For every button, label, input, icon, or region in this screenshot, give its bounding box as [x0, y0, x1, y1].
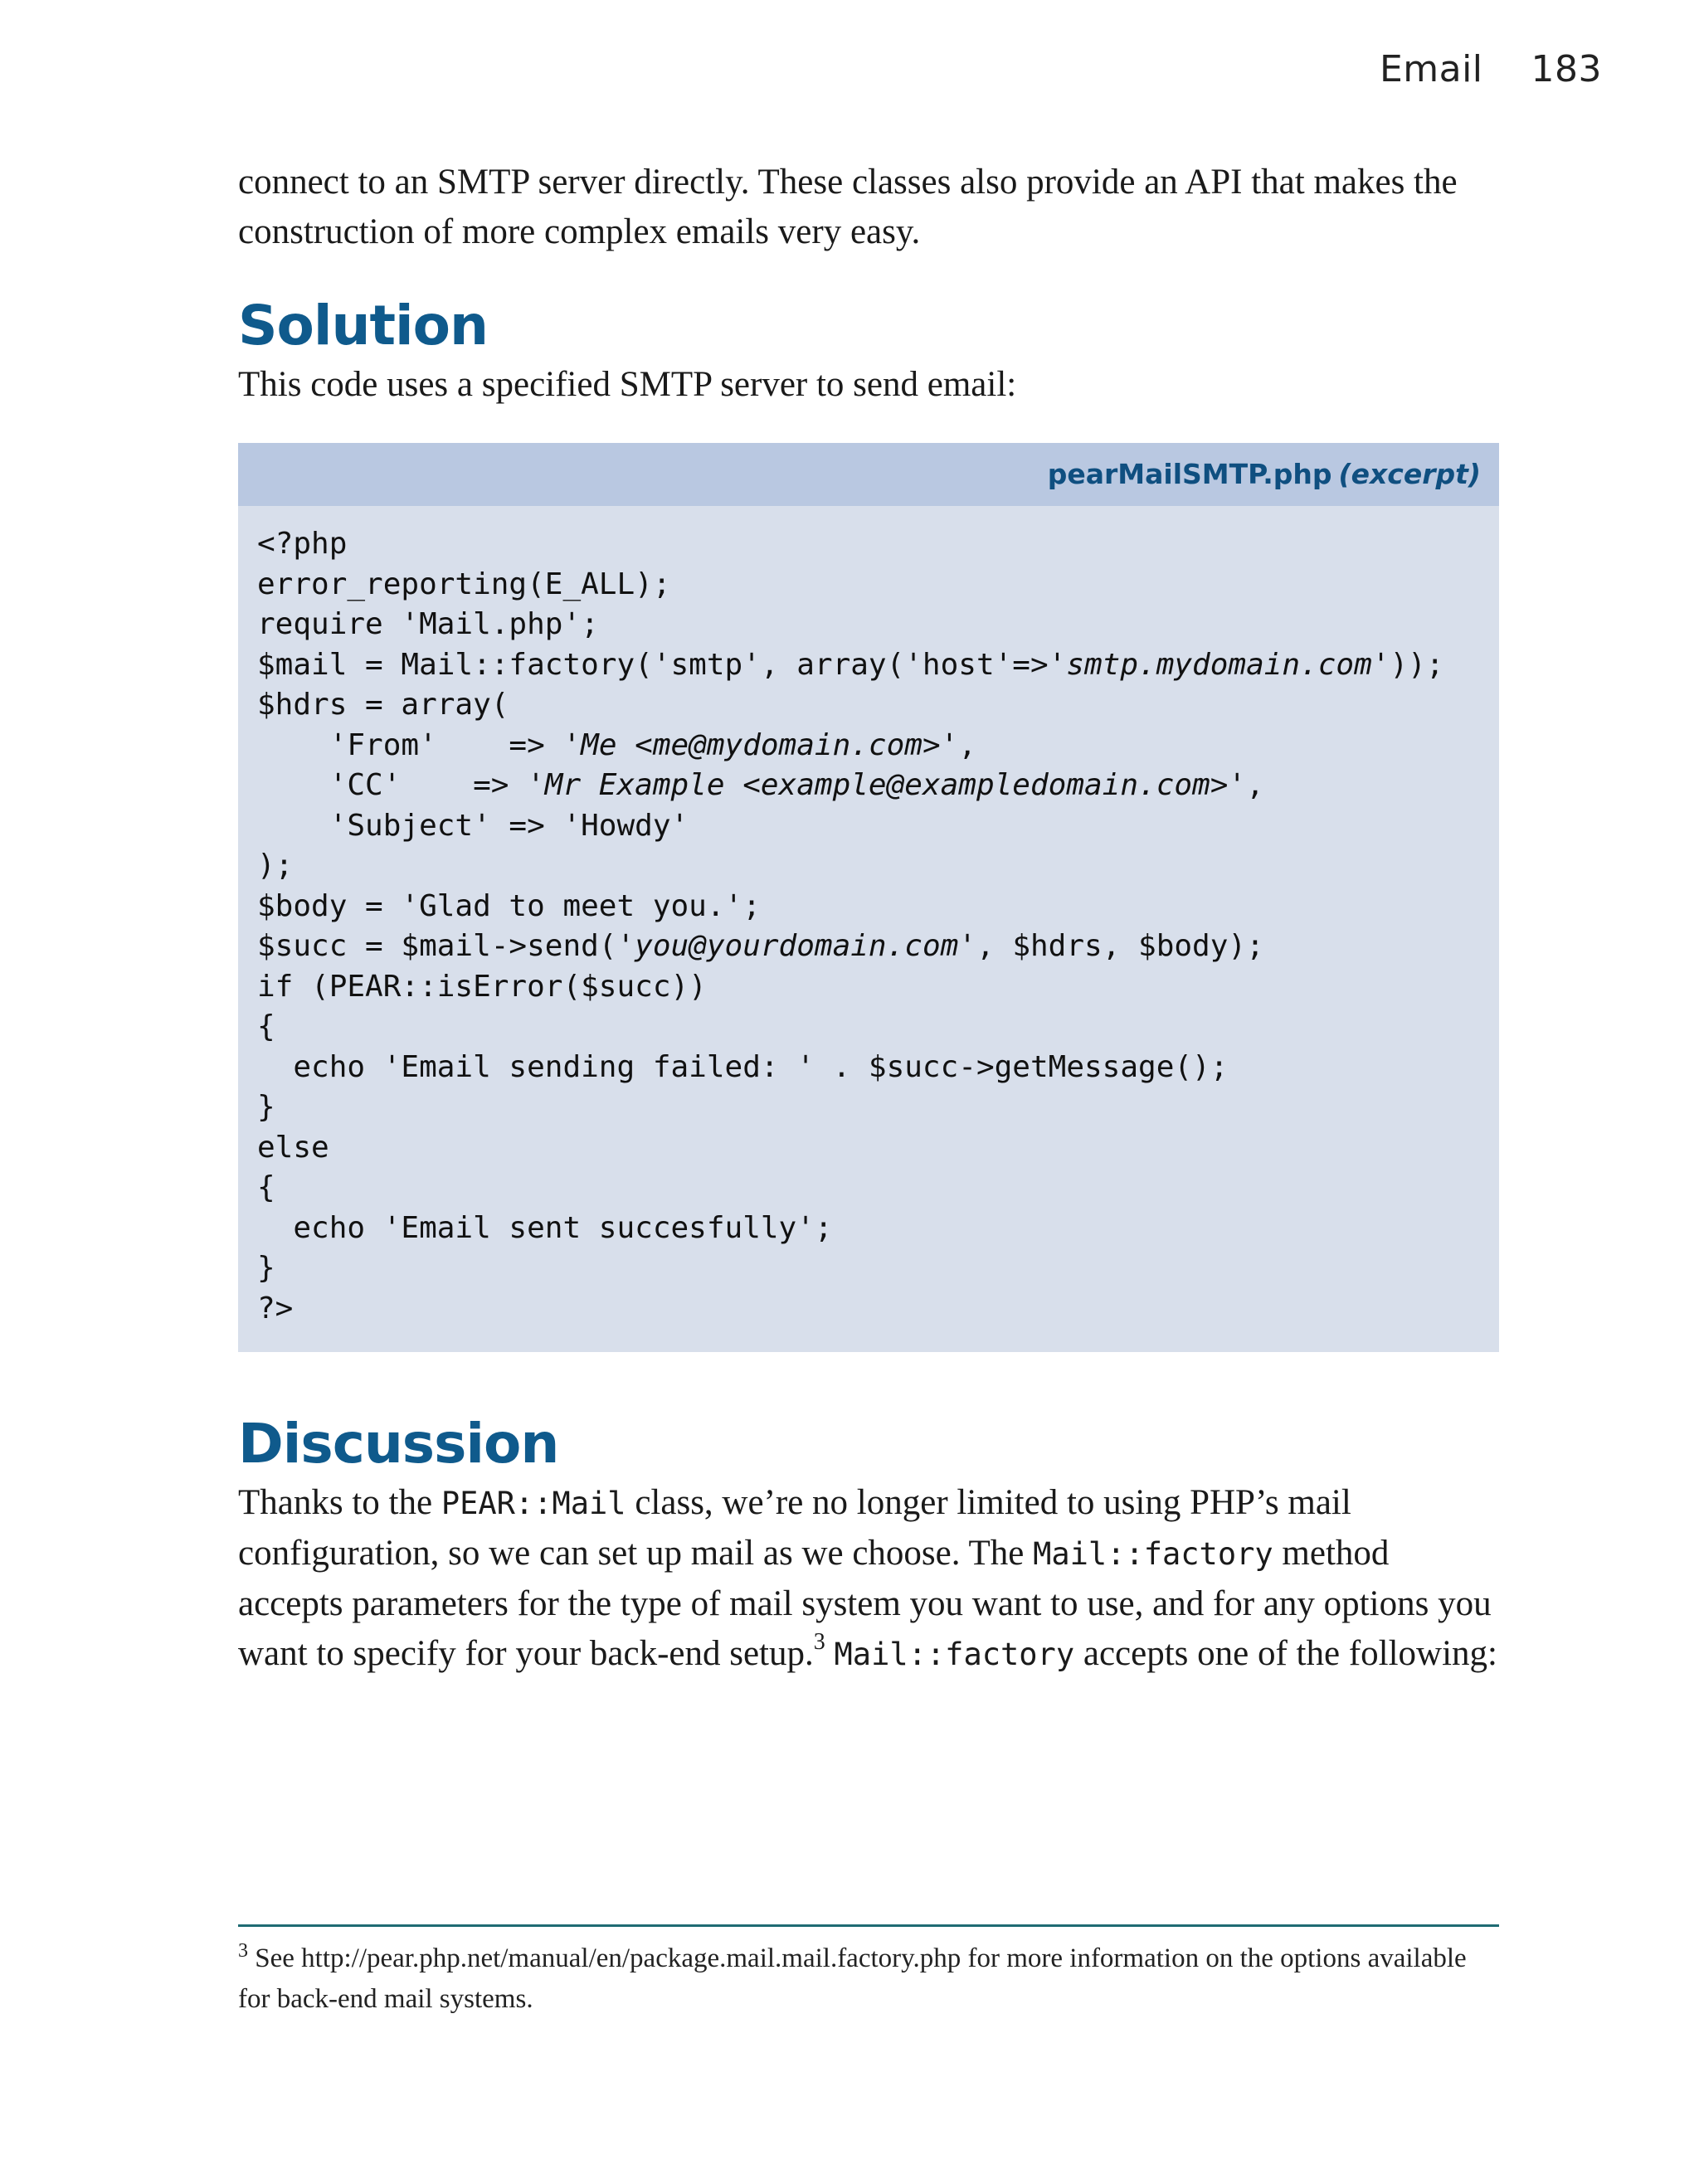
code-token: $body = 'Glad to meet you.';: [257, 888, 761, 923]
code-note: (excerpt): [1338, 458, 1481, 490]
code-token: 'CC' => ': [257, 768, 545, 802]
code-filename: pearMailSMTP.php: [1047, 458, 1332, 490]
code-token: echo 'Email sending failed: ' . $succ->getMessage();: [257, 1049, 1229, 1084]
code-token: }: [257, 1251, 275, 1285]
discussion-paragraph: [238, 1478, 1499, 1680]
code-line: [257, 726, 1499, 766]
code-token: else: [257, 1130, 329, 1165]
code-line: [257, 887, 1499, 927]
code-string-literal: smtp.mydomain.com: [1066, 647, 1372, 682]
code-token: '));: [1371, 647, 1444, 682]
code-body: [238, 506, 1499, 1352]
code-line: [257, 685, 1499, 726]
code-token: if (PEAR::isError($succ)): [257, 969, 707, 1004]
code-token: echo 'Email sent succesfully';: [257, 1210, 833, 1245]
code-token: ?>: [257, 1291, 294, 1325]
code-token: ',: [1228, 768, 1264, 802]
code-string-literal: you@yourdomain.com: [635, 929, 959, 963]
code-token: }: [257, 1090, 275, 1124]
code-token: );: [257, 849, 294, 883]
footnote-number: 3: [238, 1940, 248, 1962]
code-token: error_reporting(E_ALL);: [257, 567, 671, 601]
code-line: [257, 1209, 1499, 1249]
code-line: [257, 1168, 1499, 1209]
code-line: [257, 927, 1499, 967]
code-line: [257, 1128, 1499, 1169]
code-token: $succ = $mail->send(': [257, 929, 635, 963]
solution-heading: Solution: [238, 294, 488, 358]
inline-code: PEAR::Mail: [441, 1486, 626, 1521]
code-line: [257, 1289, 1499, 1330]
running-head: [1380, 48, 1602, 90]
code-token: {: [257, 1009, 275, 1043]
code-listing-header: [238, 443, 1499, 506]
code-token: require 'Mail.php';: [257, 607, 599, 641]
code-line: [257, 846, 1499, 887]
code-listing: [238, 443, 1499, 1352]
code-string-literal: Mr Example <example@exampledomain.com>: [544, 768, 1229, 802]
code-token: $hdrs = array(: [257, 688, 509, 722]
code-line: [257, 605, 1499, 645]
running-head-section: Email: [1379, 48, 1483, 90]
code-line: [257, 524, 1499, 565]
code-token: ', $hdrs, $body);: [958, 929, 1264, 963]
intro-paragraph: connect to an SMTP server directly. These classes also provide an API that makes the construction of more complex emails very easy.: [238, 163, 1458, 251]
code-token: 'From' => ': [257, 727, 582, 762]
code-line: [257, 1007, 1499, 1048]
code-token: <?php: [257, 527, 348, 561]
code-line: [257, 1048, 1499, 1088]
code-line: [257, 645, 1499, 686]
discussion-heading: Discussion: [238, 1412, 559, 1476]
discussion-text: Thanks to the: [238, 1483, 441, 1522]
footnote-reference: 3: [813, 1628, 825, 1655]
page-body: [238, 158, 1499, 1680]
code-line: [257, 806, 1499, 847]
code-token: ',: [940, 727, 976, 762]
discussion-text: accepts one of the following:: [1074, 1634, 1497, 1673]
code-token: 'Subject' => 'Howdy': [257, 808, 689, 843]
code-line: [257, 1248, 1499, 1289]
footnote: [238, 1938, 1499, 2020]
code-line: [257, 967, 1499, 1008]
code-string-literal: Me <me@mydomain.com>: [581, 727, 941, 762]
code-line: [257, 766, 1499, 806]
code-line: [257, 1087, 1499, 1128]
discussion-text: method accepts parameters for the type of mail system you want to use, and for any options you want to specify for your back-end setup.: [238, 1534, 1492, 1673]
code-token: $mail = Mail::factory('smtp', array('host'=>': [257, 647, 1067, 682]
footnote-divider: [238, 1924, 1499, 1927]
footnote-text: See http://pear.php.net/manual/en/package.mail.mail.factory.php for more information on the options available for back-end mail systems.: [238, 1943, 1467, 2014]
code-token: {: [257, 1170, 275, 1204]
inline-code: Mail::factory: [834, 1637, 1075, 1672]
page-number: 183: [1531, 48, 1602, 90]
discussion-text: class, we’re no longer limited to using PHP’s mail configuration, so we can set up mail as we choose. The: [238, 1483, 1351, 1573]
inline-code: Mail::factory: [1033, 1536, 1273, 1572]
code-line: [257, 565, 1499, 606]
discussion-text: [825, 1634, 835, 1673]
solution-paragraph: This code uses a specified SMTP server to send email:: [238, 365, 1017, 404]
